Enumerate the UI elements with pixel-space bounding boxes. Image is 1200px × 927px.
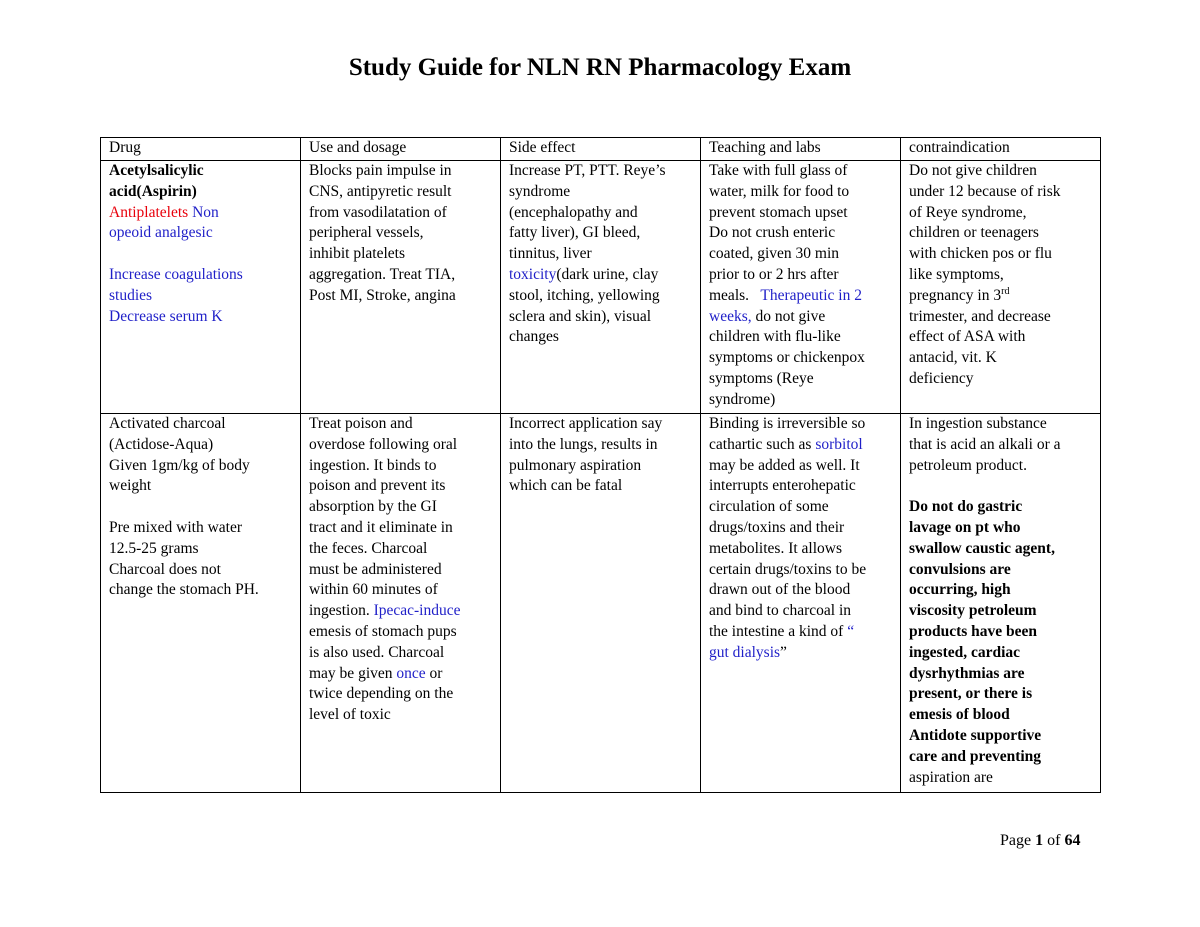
- lab-effect-line: Decrease serum K: [109, 307, 223, 325]
- text-line: [309, 664, 494, 685]
- text-line: ingestion. It binds to: [309, 456, 437, 474]
- text-line: of Reye syndrome,: [909, 203, 1027, 221]
- blank-line: [109, 497, 294, 518]
- header-teaching-and-labs: Teaching and labs: [701, 138, 901, 161]
- text-line: Post MI, Stroke, angina: [309, 286, 456, 304]
- text-segment: ”: [780, 643, 787, 661]
- text-line: twice depending on the: [309, 685, 454, 703]
- page-number-mid: of: [1043, 832, 1065, 849]
- drug-class-line: opeoid analgesic: [109, 224, 213, 242]
- warning-line: lavage on pt who: [909, 518, 1021, 536]
- text-segment: meals.: [709, 286, 761, 304]
- text-line: aggregation. Treat TIA,: [309, 265, 456, 283]
- header-use-and-dosage: Use and dosage: [301, 138, 501, 161]
- page-number-total: 64: [1064, 832, 1081, 849]
- text-line: interrupts enterohepatic: [709, 477, 856, 495]
- text-line: Binding is irreversible so: [709, 415, 866, 432]
- text-line: children with flu-like: [709, 328, 841, 346]
- text-line: like symptoms,: [909, 265, 1004, 283]
- warning-line: ingested, cardiac: [909, 643, 1021, 661]
- cell-teaching-and-labs: [701, 414, 901, 793]
- text-line: inhibit platelets: [309, 245, 405, 263]
- page-number-current: 1: [1035, 832, 1044, 849]
- warning-line: care and preventing: [909, 747, 1042, 765]
- text-line: CNS, antipyretic result: [309, 182, 452, 200]
- text-line: effect of ASA with: [909, 328, 1026, 346]
- warning-line: convulsions are: [909, 560, 1011, 578]
- highlight-text: Therapeutic in 2: [760, 286, 862, 304]
- warning-line: emesis of blood: [909, 706, 1010, 724]
- text-line: emesis of stomach pups: [309, 622, 457, 640]
- text-line: level of toxic: [309, 706, 391, 724]
- text-line: prior to or 2 hrs after: [709, 265, 839, 283]
- text-line: is also used. Charcoal: [309, 643, 445, 661]
- drug-table: [100, 137, 1101, 793]
- drug-class-text: Non: [188, 203, 219, 221]
- text-line: children or teenagers: [909, 224, 1039, 242]
- text-line: trimester, and decrease: [909, 307, 1051, 325]
- text-line: the feces. Charcoal: [309, 539, 428, 557]
- text-line: Given 1gm/kg of body: [109, 456, 250, 474]
- text-line: antacid, vit. K: [909, 349, 997, 367]
- text-segment: ingestion.: [309, 602, 374, 620]
- drug-class-highlight: Antiplatelets: [109, 203, 189, 221]
- text-line: Incorrect application say: [509, 415, 663, 432]
- text-line: may be added as well. It: [709, 456, 860, 474]
- blank-line: [909, 476, 1094, 497]
- lab-effect-line: Increase coagulations: [109, 265, 243, 283]
- text-line: drawn out of the blood: [709, 581, 851, 599]
- warning-line: occurring, high: [909, 581, 1011, 599]
- text-line: water, milk for food to: [709, 182, 850, 200]
- text-segment: cathartic such as: [709, 435, 816, 453]
- text-line: peripheral vessels,: [309, 224, 424, 242]
- text-line: symptoms or chickenpox: [709, 349, 865, 367]
- table-row: [101, 414, 1101, 793]
- page-title: Study Guide for NLN RN Pharmacology Exam: [348, 54, 852, 81]
- highlight-text: toxicity: [509, 265, 557, 283]
- text-line: tinnitus, liver: [509, 245, 592, 263]
- drug-name-line: Acetylsalicylic: [109, 162, 204, 179]
- text-line: from vasodilatation of: [309, 203, 447, 221]
- text-line: 12.5-25 grams: [109, 539, 199, 557]
- text-line: metabolites. It allows: [709, 539, 843, 557]
- highlight-text: sorbitol: [815, 435, 863, 453]
- text-line: pulmonary aspiration: [509, 456, 642, 474]
- cell-drug: [101, 161, 301, 414]
- lab-effect-line: studies: [109, 286, 153, 304]
- text-line: fatty liver), GI bleed,: [509, 224, 641, 242]
- drug-name-line: acid(Aspirin): [109, 182, 197, 200]
- text-line: syndrome: [509, 182, 571, 200]
- text-line: and bind to charcoal in: [709, 602, 852, 620]
- cell-use-and-dosage: [301, 414, 501, 793]
- cell-contraindication: [901, 161, 1101, 414]
- text-line: with chicken pos or flu: [909, 245, 1052, 263]
- page-number: [1000, 832, 1080, 850]
- text-line: tract and it eliminate in: [309, 518, 453, 536]
- superscript: rd: [1001, 285, 1010, 297]
- text-line: Pre mixed with water: [109, 518, 243, 536]
- text-line: [709, 307, 894, 328]
- text-line: (Actidose-Aqua): [109, 435, 214, 453]
- text-segment: pregnancy in 3: [909, 286, 1002, 304]
- cell-drug: [101, 414, 301, 793]
- text-line: Do not give children: [909, 162, 1037, 179]
- warning-line: Antidote supportive: [909, 726, 1042, 744]
- text-line: aspiration are: [909, 768, 993, 786]
- text-line: must be administered: [309, 560, 442, 578]
- text-line: [709, 286, 894, 307]
- text-segment: do not give: [751, 307, 826, 325]
- warning-line: Do not do gastric: [909, 498, 1023, 516]
- text-line: In ingestion substance: [909, 415, 1047, 432]
- text-line: [509, 265, 694, 286]
- text-line: Blocks pain impulse in: [309, 162, 452, 179]
- text-line: Do not crush enteric: [709, 224, 836, 242]
- text-line: [709, 622, 894, 643]
- cell-teaching-and-labs: [701, 161, 901, 414]
- text-line: [709, 643, 894, 664]
- text-line: changes: [509, 328, 559, 346]
- text-line: Treat poison and: [309, 415, 413, 432]
- text-line: certain drugs/toxins to be: [709, 560, 867, 578]
- highlight-text: gut dialysis: [709, 643, 781, 661]
- text-line: symptoms (Reye: [709, 369, 814, 387]
- text-line: weight: [109, 477, 152, 495]
- text-segment: may be given: [309, 664, 397, 682]
- text-segment: (dark urine, clay: [556, 265, 659, 283]
- warning-line: present, or there is: [909, 685, 1033, 703]
- page-number-prefix: Page: [1000, 832, 1036, 849]
- text-line: that is acid an alkali or a: [909, 435, 1061, 453]
- text-line: coated, given 30 min: [709, 245, 839, 263]
- text-line: absorption by the GI: [309, 498, 437, 516]
- text-line: Charcoal does not: [109, 560, 221, 578]
- text-line: deficiency: [909, 369, 974, 387]
- warning-line: dysrhythmias are: [909, 664, 1025, 682]
- text-line: sclera and skin), visual: [509, 307, 652, 325]
- warning-line: swallow caustic agent,: [909, 539, 1055, 557]
- highlight-text: weeks,: [709, 307, 752, 325]
- text-line: change the stomach PH.: [109, 581, 259, 599]
- text-segment: or: [425, 664, 443, 682]
- text-line: into the lungs, results in: [509, 435, 658, 453]
- text-line: petroleum product.: [909, 456, 1027, 474]
- text-segment: the intestine a kind of: [709, 622, 848, 640]
- text-line: stool, itching, yellowing: [509, 286, 660, 304]
- text-line: circulation of some: [709, 498, 829, 516]
- table-header-row: [101, 138, 1101, 161]
- text-line: Activated charcoal: [109, 415, 226, 432]
- header-contraindication: contraindication: [901, 138, 1101, 161]
- text-line: overdose following oral: [309, 435, 458, 453]
- cell-side-effect: [501, 161, 701, 414]
- highlight-text: “: [847, 622, 855, 640]
- drug-class-line: [109, 203, 294, 224]
- header-drug: Drug: [101, 138, 301, 161]
- text-line: [309, 601, 494, 622]
- cell-use-and-dosage: [301, 161, 501, 414]
- text-line: within 60 minutes of: [309, 581, 438, 599]
- cell-side-effect: [501, 414, 701, 793]
- text-line: prevent stomach upset: [709, 203, 848, 221]
- text-line: [709, 435, 894, 456]
- text-line: syndrome): [709, 390, 776, 408]
- text-line: [909, 286, 1094, 307]
- highlight-text: Ipecac-induce: [373, 602, 461, 620]
- text-line: under 12 because of risk: [909, 182, 1061, 200]
- blank-line: [109, 244, 294, 265]
- header-side-effect: Side effect: [501, 138, 701, 161]
- table-row: [101, 161, 1101, 414]
- cell-contraindication: [901, 414, 1101, 793]
- text-line: drugs/toxins and their: [709, 518, 845, 536]
- text-line: (encephalopathy and: [509, 203, 638, 221]
- text-line: Increase PT, PTT. Reye’s: [509, 162, 666, 179]
- warning-line: products have been: [909, 622, 1038, 640]
- text-line: which can be fatal: [509, 477, 623, 495]
- highlight-text: once: [396, 664, 426, 682]
- text-line: poison and prevent its: [309, 477, 446, 495]
- warning-line: viscosity petroleum: [909, 602, 1037, 620]
- text-line: Take with full glass of: [709, 162, 848, 179]
